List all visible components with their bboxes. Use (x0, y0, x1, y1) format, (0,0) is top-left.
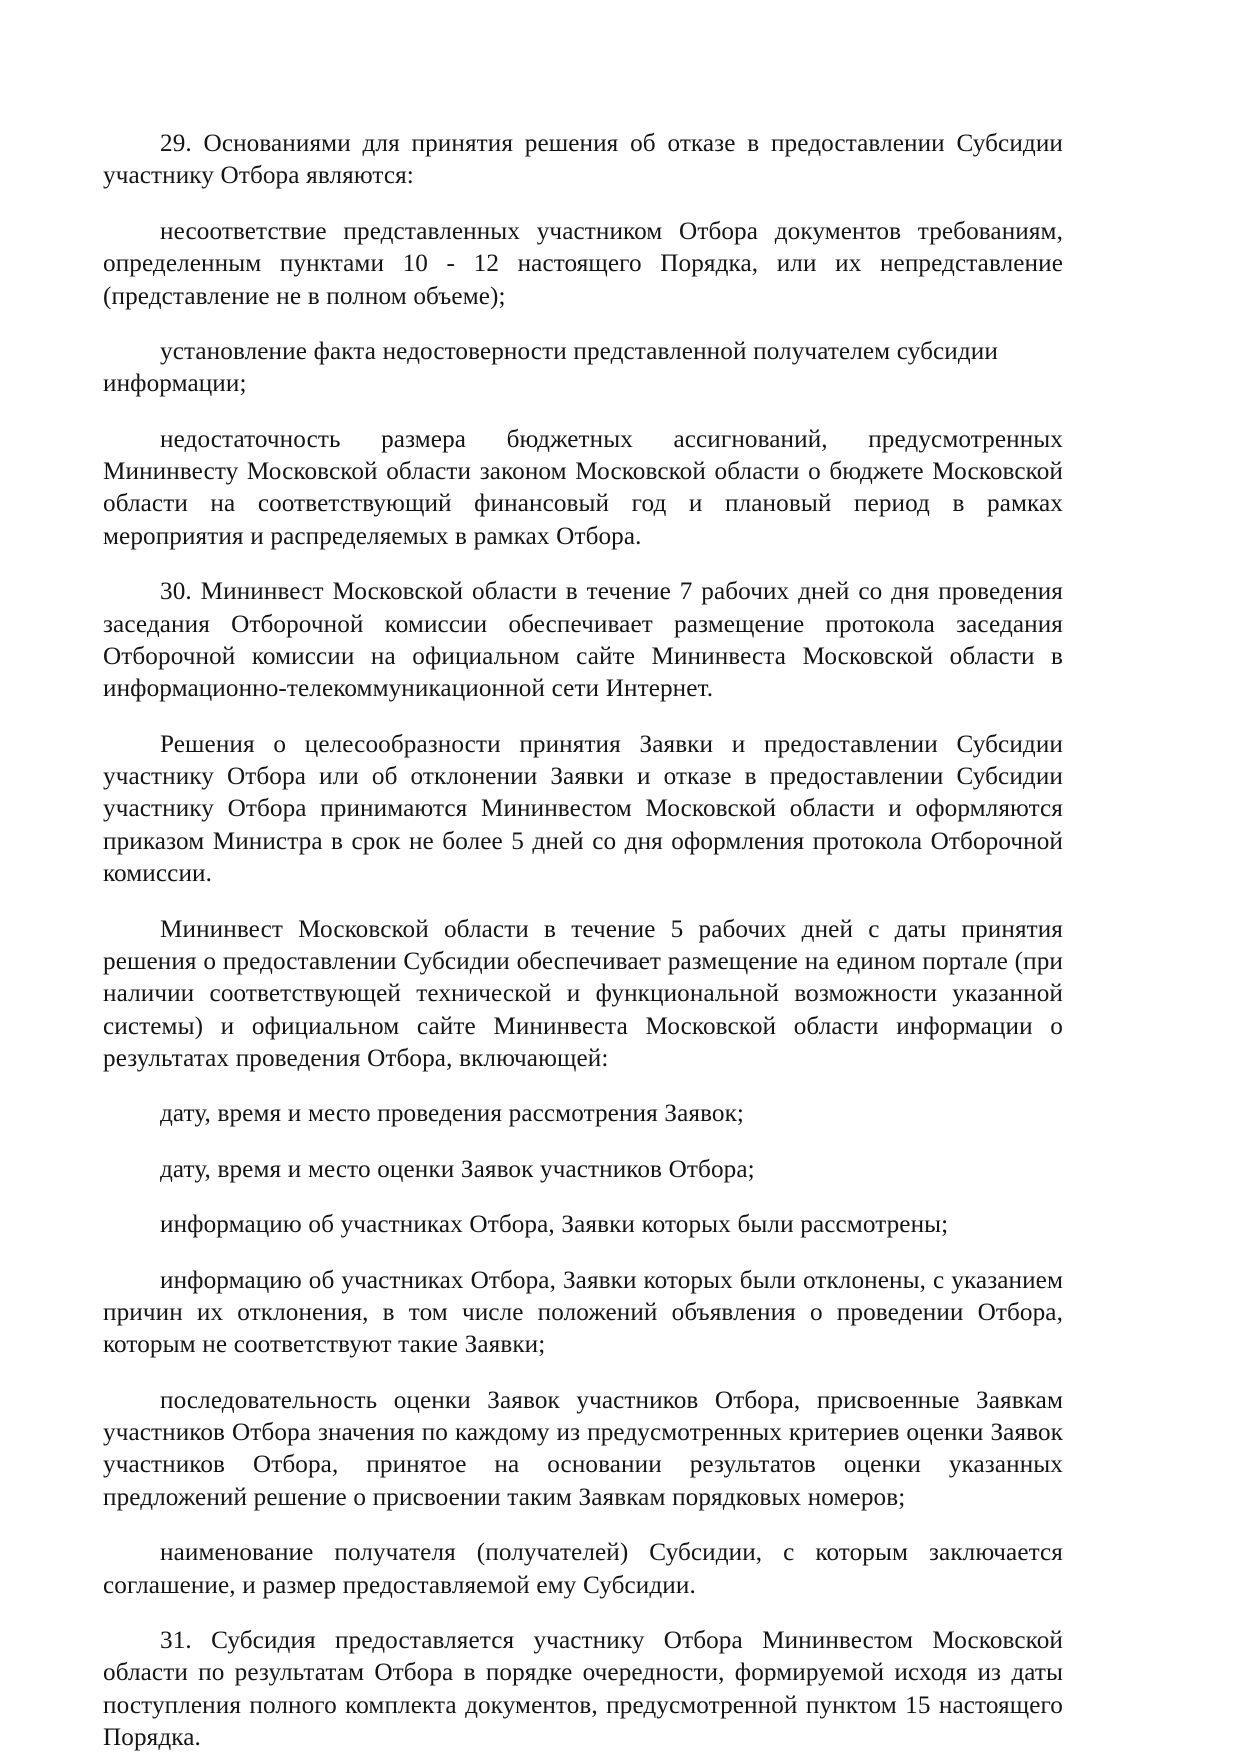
paragraph-29-item-1: несоответствие представленных участником Отбора документов требованиям, определенным пунктами 10 - 12 настоящего Порядка, или их непредставление (представление не в полном объеме); (103, 217, 1063, 310)
list-item-review-datetime: дату, время и место проведения рассмотрения Заявок; (160, 1100, 745, 1128)
list-item-evaluation-sequence: последовательность оценки Заявок участников Отбора, присвоенные Заявкам участников Отбора значения по каждому из предусмотренных критериев оценки Заявок участников Отбора, принятое на основании результатов оценки указанных предложений решение о присвоении таким Заявкам порядковых номеров; (103, 1386, 1063, 1511)
paragraph-29-item-3: недостаточность размера бюджетных ассигнований, предусмотренных Мининвесту Московской области законом Московской области о бюджете Московской области на соответствующий финансовый год и плановый период в рамках мероприятия и распределяемых в рамках Отбора. (103, 425, 1063, 550)
paragraph-30-publication: Мининвест Московской области в течение 5 рабочих дней с даты принятия решения о предоставлении Субсидии обеспечивает размещение на едином портале (при наличии соответствующей технической и функциональной возможности указанной системы) и официальном сайте Мининвеста Московской области информации о результатах проведения Отбора, включающей: (103, 915, 1063, 1072)
paragraph-30-decisions: Решения о целесообразности принятия Заявки и предоставлении Субсидии участнику Отбора или об отклонении Заявки и отказе в предоставлении Субсидии участнику Отбора принимаются Мининвестом Московской области и оформляются приказом Министра в срок не более 5 дней со дня оформления протокола Отборочной комиссии. (103, 730, 1063, 888)
list-item-recipient-name: наименование получателя (получателей) Субсидии, с которым заключается соглашение, и размер предоставляемой ему Субсидии. (103, 1539, 1063, 1599)
paragraph-30: 30. Мининвест Московской области в течение 7 рабочих дней со дня проведения заседания Отборочной комиссии обеспечивает размещение протокола заседания Отборочной комиссии на официальном сайте Мининвеста Московской области в информационно-телекоммуникационной сети Интернет. (103, 578, 1063, 703)
paragraph-31: 31. Субсидия предоставляется участнику Отбора Мининвестом Московской области по результатам Отбора в порядке очередности, формируемой исходя из даты поступления полного комплекта документов, предусмотренной пунктом 15 настоящего Порядка. (103, 1626, 1063, 1751)
paragraph-29-item-2: установление факта недостоверности представленной получателем субсидии информации; (103, 337, 998, 398)
paragraph-29: 29. Основаниями для принятия решения об отказе в предоставлении Субсидии участнику Отбора являются: (103, 130, 1063, 190)
list-item-evaluation-datetime: дату, время и место оценки Заявок участников Отбора; (160, 1155, 755, 1183)
list-item-rejected-participants: информацию об участниках Отбора, Заявки которых были отклонены, с указанием причин их отклонения, в том числе положений объявления о проведении Отбора, которым не соответствуют такие Заявки; (103, 1266, 1063, 1359)
document-body (103, 128, 1063, 1754)
list-item-reviewed-participants: информацию об участниках Отбора, Заявки которых были рассмотрены; (160, 1211, 949, 1239)
